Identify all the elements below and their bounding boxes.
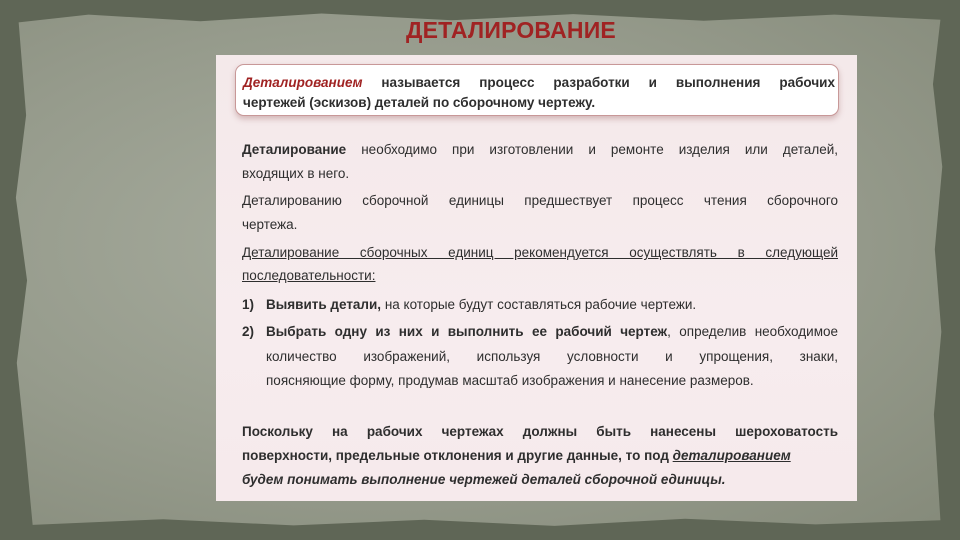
step-2-line-2: количество изображений, используя условности и упрощения, знаки, xyxy=(266,349,838,364)
definition-text: называется процесс разработки и выполнения рабочих xyxy=(362,75,835,90)
para4-line-1: Поскольку на рабочих чертежах должны быть нанесены шероховатость xyxy=(242,424,838,439)
step-2-rest: , определив необходимое xyxy=(667,324,838,339)
step-1-number: 1) xyxy=(242,297,255,312)
step-1-rest: на которые будут составляться рабочие чертежи. xyxy=(381,297,697,312)
para1-bold: Деталирование xyxy=(242,142,347,157)
slide-title: ДЕТАЛИРОВАНИЕ xyxy=(406,17,616,43)
step-2-line-3: поясняющие форму, продумав масштаб изображения и нанесение размеров. xyxy=(266,373,754,388)
para1-line-1 xyxy=(242,142,838,157)
step-1-bold: Выявить детали, xyxy=(266,297,382,312)
para4-emphasis: деталированием xyxy=(672,448,791,463)
definition-line-1 xyxy=(243,75,835,90)
para1-text: необходимо при изготовлении и ремонте изделия или деталей, xyxy=(346,142,838,157)
para2-line-2: чертежа. xyxy=(242,217,298,232)
para2-line-1: Деталированию сборочной единицы предшествует процесс чтения сборочного xyxy=(242,193,838,208)
step-2-line-1 xyxy=(266,324,838,339)
step-2-bold: Выбрать одну из них и выполнить ее рабочий чертеж xyxy=(266,324,668,339)
para3-line-2: последовательности: xyxy=(242,268,376,283)
definition-term: Деталированием xyxy=(243,75,363,90)
para4-text: поверхности, предельные отклонения и другие данные, то под xyxy=(242,448,673,463)
para4-line-2 xyxy=(242,448,791,463)
para3-line-1: Деталирование сборочных единиц рекомендуется осуществлять в следующей xyxy=(242,245,838,260)
para4-line-3: будем понимать выполнение чертежей деталей сборочной единицы. xyxy=(242,472,726,487)
para1-line-2: входящих в него. xyxy=(242,166,350,181)
content-panel xyxy=(216,55,857,501)
definition-line-2: чертежей (эскизов) деталей по сборочному чертежу. xyxy=(243,95,596,110)
step-2-number: 2) xyxy=(242,324,255,339)
step-1-text xyxy=(266,297,696,312)
